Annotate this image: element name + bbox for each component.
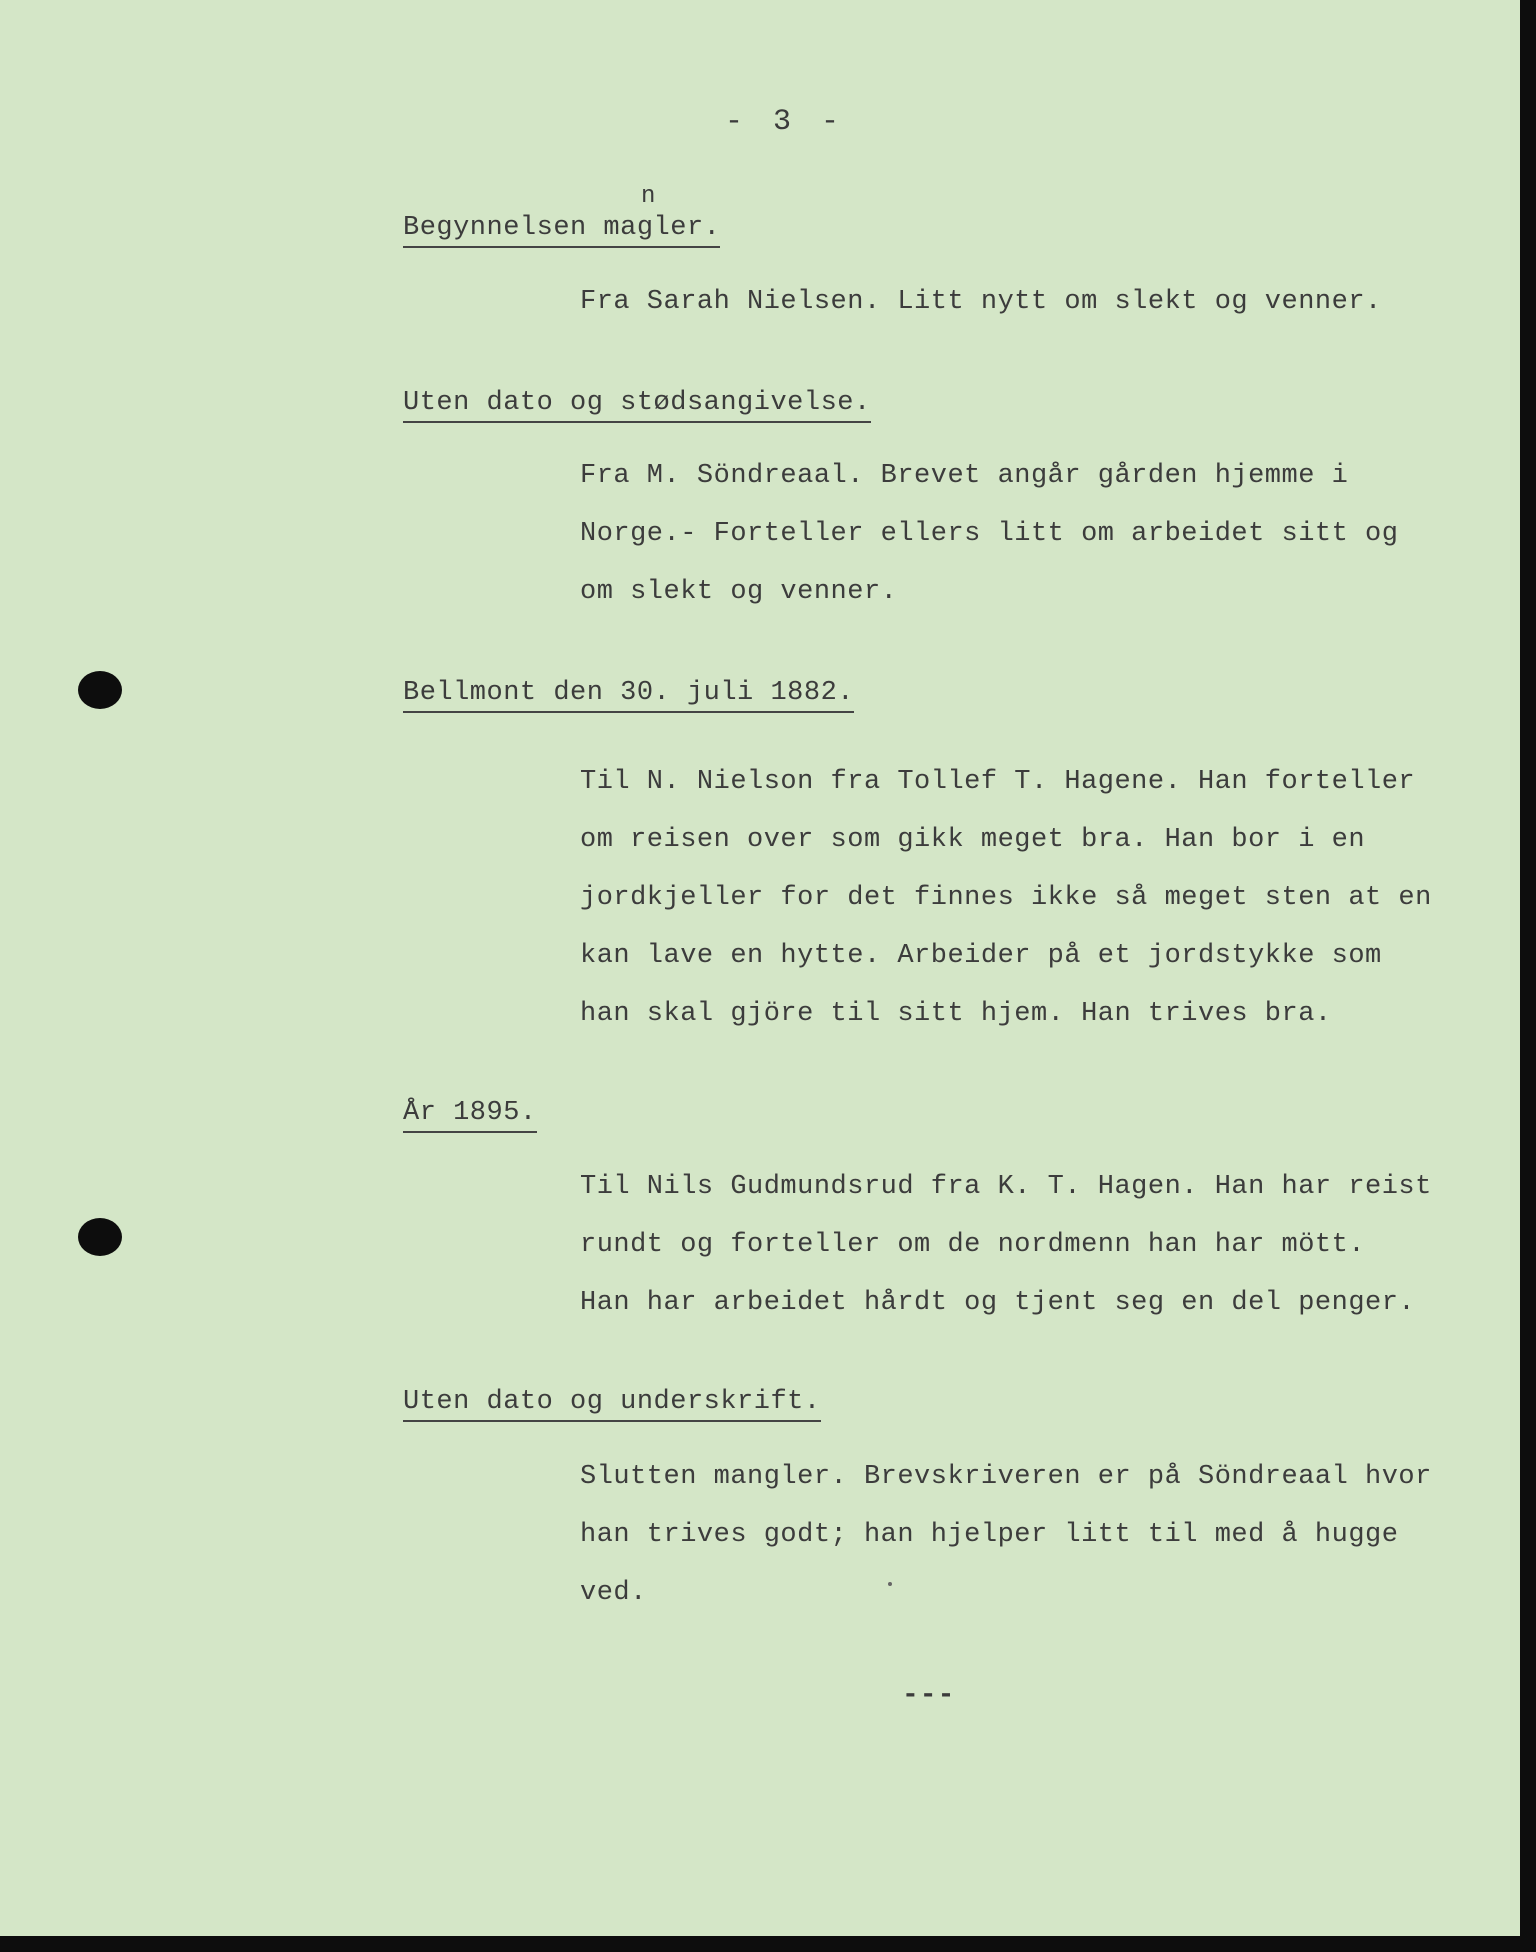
entry-body — [580, 273, 1382, 331]
end-mark: --- — [902, 1680, 956, 1711]
entry-heading — [403, 678, 854, 712]
body-line: han trives godt; han hjelper litt til med å hugge — [580, 1520, 1399, 1550]
entry-heading-text: Begynnelsen magler. — [403, 213, 720, 248]
body-line: han skal gjöre til sitt hjem. Han trives bra. — [580, 999, 1332, 1029]
ink-speck — [888, 1582, 892, 1586]
body-line: kan lave en hytte. Arbeider på et jordstykke som — [580, 941, 1382, 971]
punch-hole — [78, 671, 122, 709]
body-line: Norge.- Forteller ellers litt om arbeidet sitt og — [580, 519, 1399, 549]
entry-heading — [403, 1098, 537, 1132]
entry-body — [580, 753, 1432, 1043]
entry-body — [580, 1158, 1432, 1332]
body-line: rundt og forteller om de nordmenn han har mött. — [580, 1230, 1366, 1260]
body-line: jordkjeller for det finnes ikke så meget sten at en — [580, 883, 1432, 913]
entry-body — [580, 1448, 1432, 1622]
heading-insert-mark: n — [641, 183, 656, 210]
entry-body — [580, 447, 1398, 621]
body-line: om slekt og venner. — [580, 577, 898, 607]
body-line: Til Nils Gudmundsrud fra K. T. Hagen. Han har reist — [580, 1172, 1432, 1202]
entry-heading-text: Uten dato og underskrift. — [403, 1387, 821, 1422]
punch-hole — [78, 1218, 122, 1256]
body-line: Til N. Nielson fra Tollef T. Hagene. Han forteller — [580, 767, 1416, 797]
body-line: om reisen over som gikk meget bra. Han bor i en — [580, 825, 1366, 855]
entry-heading-text: Uten dato og stødsangivelse. — [403, 388, 871, 423]
entry-heading — [403, 388, 871, 422]
body-line: Slutten mangler. Brevskriveren er på Söndreaal hvor — [580, 1462, 1432, 1492]
entry-heading-text: År 1895. — [403, 1098, 537, 1133]
body-line: Fra M. Söndreaal. Brevet angår gården hjemme i — [580, 461, 1349, 491]
page-number: - 3 - — [725, 105, 846, 139]
entry-heading-text: Bellmont den 30. juli 1882. — [403, 678, 854, 713]
body-line: Han har arbeidet hårdt og tjent seg en del penger. — [580, 1288, 1416, 1318]
entry-heading — [403, 183, 721, 247]
entry-heading — [403, 1387, 821, 1421]
body-line: ved. — [580, 1578, 647, 1608]
body-line: Fra Sarah Nielsen. Litt nytt om slekt og venner. — [580, 287, 1382, 317]
